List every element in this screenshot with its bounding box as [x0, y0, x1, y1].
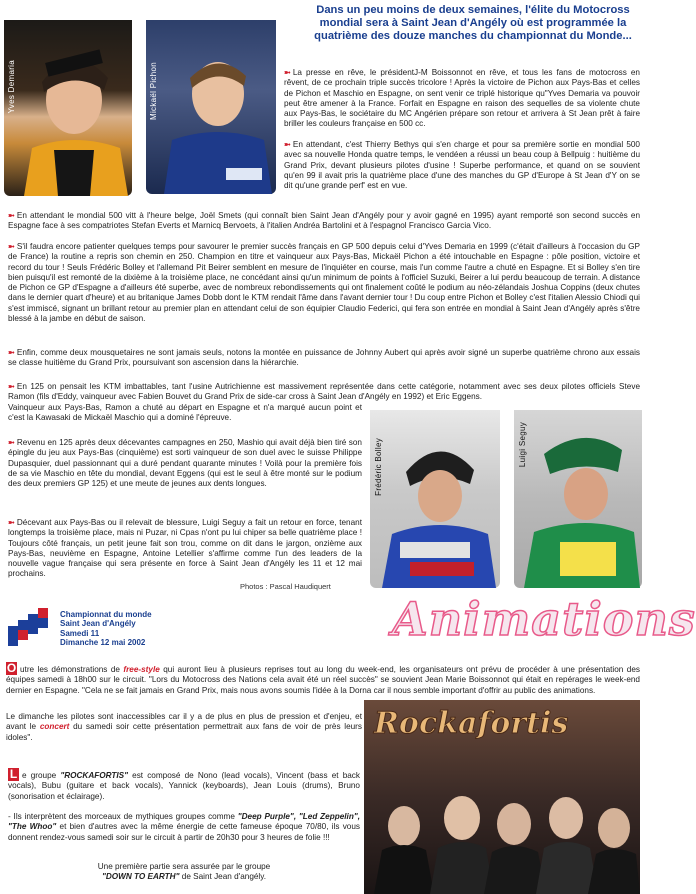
paragraph-2: ➼ En attendant, c'est Thierry Bethys qui s'en charge et pour sa première sortie en mondial 500 avec sa nouvelle Honda quatre temps, le vendéen a réussi un beau coup à Bellpuig : huitième du Grand Prix, devant plusieurs pilotes d'usine ! Superbe performance, et quand on se souvient qu'en 99 il avait pris la quatrième place d'une des manches du GP d'Europe à St Jean d'Y on se dit qu'une grande perf' est en vue.	[284, 140, 640, 191]
rider-illustration	[146, 20, 276, 194]
photo-luigi-seguy	[514, 410, 642, 588]
event-info	[60, 610, 152, 648]
paragraph-3: ➼ En attendant le mondial 500 vitt à l'heure belge, Joël Smets (qui connaît bien Saint Jean d'Angély pour y avoir gagné en 1995) ayant remporté son second succès en Espagne face à ses compatriotes Stefan Everts et Marnicq Bervoets, à l'italien Andréa Bartolini et à l'espagnol Francisco Garcia Vico.	[8, 211, 640, 231]
arrow-icon: ➼	[8, 382, 15, 391]
event-day2: Dimanche 12 mai 2002	[60, 638, 146, 648]
freestyle-highlight: free-style	[123, 665, 160, 674]
dropcap: O	[6, 661, 17, 675]
rider-illustration	[514, 410, 642, 588]
event-day1: Samedi 11	[60, 628, 100, 638]
headline: Dans un peu moins de deux semaines, l'élite du Motocross mondial sera à Saint Jean d'Angély où est programmée la quatrième des douze manches du championnat du Monde...	[314, 4, 632, 42]
checkered-flag-logo	[6, 606, 56, 648]
dropcap: L	[9, 767, 18, 781]
band-name: "ROCKAFORTIS"	[60, 771, 128, 780]
event-title: Championnat du monde	[60, 610, 152, 619]
arrow-icon: ➼	[8, 242, 15, 251]
anim-paragraph-5: Une première partie sera assurée par le groupe "DOWN TO EARTH" de Saint Jean d'angély.	[97, 862, 271, 882]
band-members-illustration	[364, 700, 640, 894]
rider-illustration	[4, 20, 132, 196]
paragraph-4: ➼ S'il faudra encore patienter quelques temps pour savourer le premier succès français en GP 500 depuis celui d'Yves Demaria en 1999 (c'était d'ailleurs à l'occasion du GP de France) la routine a repris son chemin en 250. Champion en titre et vainqueur aux Pays-Bas, Mickaël Pichon a été intouchable en Espagne : pôle position, victoire et record du tour ! Seuls Frédéric Bolley et l'allemand Pit Beirer semblent en mesure de l'inquiéter en course, mais l'un comme l'autre a chuté en Espagne. Et si Bolley s'en tire bien puisqu'il est remonté de la dixième à la troisième place, ne concédant ainsi qu'un minimum de points à l'officiel Suzuki, Beirer a lui perdu beaucoup de terrain. A distance de Pichon ce GP d'Espagne a d'ailleurs été superbe, avec de nombreux rebondissements qui ont finalement coûté le podium au néo-zélandais Joshua Coppins (deux chutes dans le dernier quart d'heure) et au britanique James Dobb dont le KTM rendait l'âme dans l'avant dernier tour ! Du coup entre Pichon et Bolley c'est l'italien Alessio Chiodi qui s'est immiscé, signant un brillant retour au premier plan en attendant celui de son équipier Claudio Federici, qui fera son entrée en mondial à Saint Jean d'Angély après s'être blessé à la jambe en début de saison.	[8, 242, 640, 324]
opener-band: "DOWN TO EARTH"	[101, 872, 180, 882]
anim-paragraph-3: L e groupe "ROCKAFORTIS" est composé de Nono (lead vocals), Vincent (bass et back vocals), Bubu (guitare et back vocals), Yannick (keyboards), Jean Louis (drums), Bruno (sonorisation et éclairage).	[8, 767, 360, 801]
arrow-icon: ➼	[8, 348, 15, 357]
paragraph-6a: ➼ En 125 on pensait les KTM imbattables, tant l'usine Autrichienne est massivement représentée dans cette catégorie, notamment avec ses deux pilotes officiels Steve Ramon (fils d'Eddy, vainqueur avec Fabien Bouvet du Grand Prix de side-car cross à Saint Jean d'Angély en 1992) et Eric Eggens.	[8, 382, 640, 402]
photo-frederic-bolley	[370, 410, 500, 588]
band-logo: Rockafortis	[374, 706, 569, 741]
arrow-icon: ➼	[284, 68, 291, 77]
photo-yves-demaria	[4, 20, 132, 196]
paragraph-7: ➼ Revenu en 125 après deux décevantes campagnes en 250, Mashio qui avait déjà bien tiré son épingle du jeu aux Pays-Bas (cinquième) est sorti vainqueur de son duel avec le suisse Philippe Dupasquier, duel passionnant qui a duré pendant quarante minutes ! Voilà pour la première fois de sa vie Maschio en tête du mondial, devant Eggens (qui est le seul à être monté sur le podium des deux premiers GP 125) et une meute de jeunes aux dents longues.	[8, 438, 362, 489]
paragraph-5: ➼ Enfin, comme deux mousquetaires ne sont jamais seuls, notons la montée en puissance de Johnny Aubert qui après avoir signé un superbe quatrième chrono aux essais se classe huitième du Grand Prix, poursuivant son ascension dans la hiérarchie.	[8, 348, 640, 368]
anim-paragraph-1: O utre les démonstrations de free-style qui auront lieu à plusieurs reprises tout au long du week-end, les organisateurs ont prévu de procéder à une présentation des équipes samedi à 18h00 sur le circuit. "Lors du Motocross des Nations cela avait été un réel succès" se souvient Jean Marie Boissonnot qui était en repérages le week-end dernier en Espagne. "Cela ne se fait jamais en Grand Prix, mais nous avons soumis l'idée à la Dorna car il nous semble important d'offrir au public des animations.	[6, 661, 640, 695]
photo-credit: Photos : Pascal Haudiquert	[240, 582, 331, 591]
paragraph-8: ➼ Décevant aux Pays-Bas ou il relevait de blessure, Luigi Seguy a fait un retour en force, tenant longtemps la troisième place, mais ni Puzar, ni Cpas n'ont pu lui chiper sa belle quatrième place ! Toujours côté français, un petit jeune fait son trou, comme on dit dans le jargon, onzième aux Pays-Bas, neuvième en Espagne, Antoine Letellier s'affirme comme l'un des leaders de la nouvelle vague française qui sera présente en force à Saint Jean d'Angély les 11 et 12 mai prochains.	[8, 518, 362, 579]
arrow-icon: ➼	[284, 140, 291, 149]
photo-rockafortis-band	[364, 700, 640, 894]
event-location: Saint Jean d'Angély	[60, 619, 136, 629]
caption-luigi: Luigi Seguy	[518, 422, 527, 468]
arrow-icon: ➼	[8, 518, 15, 527]
anim-paragraph-2: Le dimanche les pilotes sont inaccessibles car il y a de plus en plus de pression et d'enjeu, et avant le concert du samedi soir cette présentation permettrait aux fans de voir de près leurs idoles".	[6, 712, 363, 742]
photo-mickael-pichon	[146, 20, 276, 194]
caption-mickael: Mickaël Pichon	[149, 62, 158, 121]
rider-illustration	[370, 410, 500, 588]
paragraph-1: ➼ La presse en rêve, le présidentJ-M Boissonnot en rêve, et tous les fans de motocross en rêvent, de ce prochain triple succès tricolore ! Après la victoire de Pichon aux Pays-Bas et celles de Pichon et Maschio en Espagne, on sent venir ce triplé historique qu"Yves Demaria va pouvoir peut être amener à la France. Forfait en Espagne en raison des sequelles de sa violente chute aux Pays-Bas, le sociétaire du MC Angérien prépare son retour et arrivera à St Jean prêt à faire briller les couleurs française en 500 cc.	[284, 68, 640, 129]
songs-list: "Deep Purple", "Led Zeppelin", "The Whoo"	[8, 812, 360, 832]
animations-title: Animations	[392, 592, 696, 646]
paragraph-6b: Vainqueur aux Pays-Bas, Ramon a chuté au départ en Espagne et n'a marqué aucun point et c'est la Kawasaki de Mickaël Maschio qui a dominé l'épreuve.	[8, 403, 362, 423]
caption-yves: Yves Demaria	[7, 60, 16, 114]
arrow-icon: ➼	[8, 211, 15, 220]
arrow-icon: ➼	[8, 438, 15, 447]
caption-frederic: Frédéric Bolley	[374, 438, 383, 496]
checkered-flag-icon	[6, 606, 56, 648]
anim-paragraph-4: - Ils interprètent des morceaux de mythiques groupes comme "Deep Purple", "Led Zeppelin", "The Whoo" et bien d'autres avec la même énergie de cette fameuse époque 70/80, ils vous donnent rendez-vous samedi soir sur le circuit à partir de 20h30 pour 3 heures de folie !!!	[8, 812, 360, 842]
concert-highlight: concert	[39, 722, 70, 732]
